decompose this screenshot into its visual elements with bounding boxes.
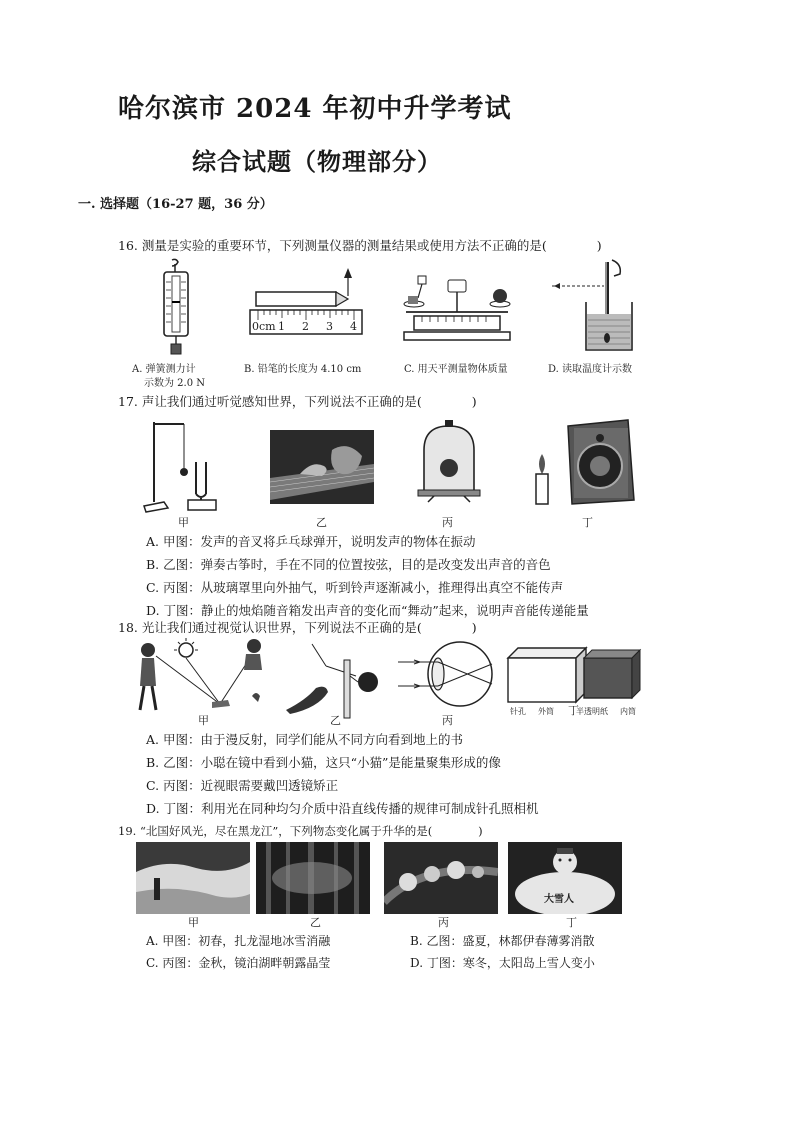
- question-19-stem: 19. “北国好风光，尽在黑龙江”，下列物态变化属于升华的是( ): [118, 824, 483, 838]
- section-heading: 一. 选择题（16-27 题，36 分）: [78, 197, 273, 212]
- eye-lens-figure: [398, 638, 498, 712]
- q18-label-bing: 丙: [442, 714, 453, 727]
- camera-label-outer: 外筒: [538, 707, 554, 716]
- q17-option-a: A. 甲图：发声的音叉将乒乓球弹开，说明发声的物体在振动: [146, 534, 476, 549]
- q17-label-bing: 丙: [442, 516, 453, 529]
- camera-label-inner: 内筒: [620, 707, 636, 716]
- ruler-label-0: 0cm: [252, 320, 276, 333]
- q18-label-jia: 甲: [198, 714, 209, 727]
- photo-ding: [508, 842, 622, 914]
- ruler-label-3: 3: [326, 320, 333, 333]
- question-18-stem: 18. 光让我们通过视觉认识世界，下列说法不正确的是( ): [118, 620, 477, 635]
- q18-option-b: B. 乙图：小聪在镜中看到小猫，这只“小猫”是能量聚集形成的像: [146, 755, 501, 770]
- caption-d: D. 读取温度计示数: [548, 364, 633, 375]
- ruler-label-2: 2: [302, 320, 309, 333]
- forest-mist-image: [256, 842, 370, 914]
- q17-option-d: D. 丁图：静止的烛焰随音箱发出声音的变化而“舞动”起来，说明声音能传递能量: [146, 603, 589, 618]
- q17-label-ding: 丁: [582, 516, 593, 529]
- spring-scale-figure: [150, 258, 202, 358]
- q18-label-yi: 乙: [330, 714, 341, 727]
- guzheng-photo: [270, 430, 374, 504]
- q18-option-c: C. 丙图：近视眼需要戴凹透镜矫正: [146, 778, 339, 793]
- caption-b: B. 铅笔的长度为 4.10 cm: [244, 364, 362, 375]
- q17-label-jia: 甲: [178, 516, 189, 529]
- mirror-cat-figure: [282, 636, 384, 720]
- q17-option-b: B. 乙图：弹奏古筝时，手在不同的位置按弦，目的是改变发出声音的音色: [146, 557, 551, 572]
- caption-c: C. 用天平测量物体质量: [404, 364, 508, 375]
- q19-option-b: B. 乙图：盛夏，林都伊春薄雾消散: [410, 934, 595, 948]
- q17-option-c: C. 丙图：从玻璃罩里向外抽气，听到铃声逐渐减小，推理得出真空不能传声: [146, 580, 564, 595]
- ruler-label-4: 4: [350, 320, 357, 333]
- thermometer-figure: [552, 256, 642, 354]
- ice-melting-image: [136, 842, 250, 914]
- q19-option-c: C. 丙图：金秋，镜泊湖畔朝露晶莹: [146, 956, 331, 970]
- diffuse-reflection-figure: [132, 636, 282, 718]
- morning-dew-image: [384, 842, 498, 914]
- exam-subtitle: 综合试题（物理部分）: [192, 147, 442, 176]
- q18-option-d: D. 丁图：利用光在同种均匀介质中沿直线传播的规律可制成针孔照相机: [146, 801, 539, 816]
- exam-title: 哈尔滨市 2024 年初中升学考试: [118, 94, 512, 124]
- camera-label-paper: 半透明纸: [576, 707, 608, 716]
- bell-jar-figure: [414, 420, 484, 504]
- tuning-fork-figure: [140, 414, 230, 514]
- caption-a-line2: 示数为 2.0 N: [144, 378, 206, 389]
- ruler-label-1: 1: [278, 320, 285, 333]
- pinhole-camera-figure: [506, 646, 642, 704]
- balance-figure: [396, 272, 518, 344]
- photo-yi: [256, 842, 370, 914]
- q18-label-ding: 丁: [568, 704, 579, 717]
- q19-label-ding: 丁: [566, 916, 577, 929]
- q19-option-d: D. 丁图：寒冬，太阳岛上雪人变小: [410, 956, 595, 970]
- q19-option-a: A. 甲图：初春，扎龙湿地冰雪消融: [146, 934, 331, 948]
- snowman-photo-text: 大雪人: [544, 894, 574, 905]
- photo-jia: [136, 842, 250, 914]
- q19-label-jia: 甲: [188, 916, 199, 929]
- q18-option-a: A. 甲图：由于漫反射，同学们能从不同方向看到地上的书: [146, 732, 463, 747]
- candle-speaker-figure: [528, 416, 638, 508]
- caption-a-line1: A. 弹簧测力计: [132, 364, 196, 375]
- question-16-stem: 16. 测量是实验的重要环节，下列测量仪器的测量结果或使用方法不正确的是( ): [118, 238, 602, 253]
- q19-label-yi: 乙: [310, 916, 321, 929]
- photo-bing: [384, 842, 498, 914]
- camera-label-pinhole: 针孔: [510, 707, 526, 716]
- question-17-stem: 17. 声让我们通过听觉感知世界，下列说法不正确的是( ): [118, 394, 477, 409]
- q19-label-bing: 丙: [438, 916, 449, 929]
- q17-label-yi: 乙: [316, 516, 327, 529]
- guzheng-image: [270, 430, 374, 504]
